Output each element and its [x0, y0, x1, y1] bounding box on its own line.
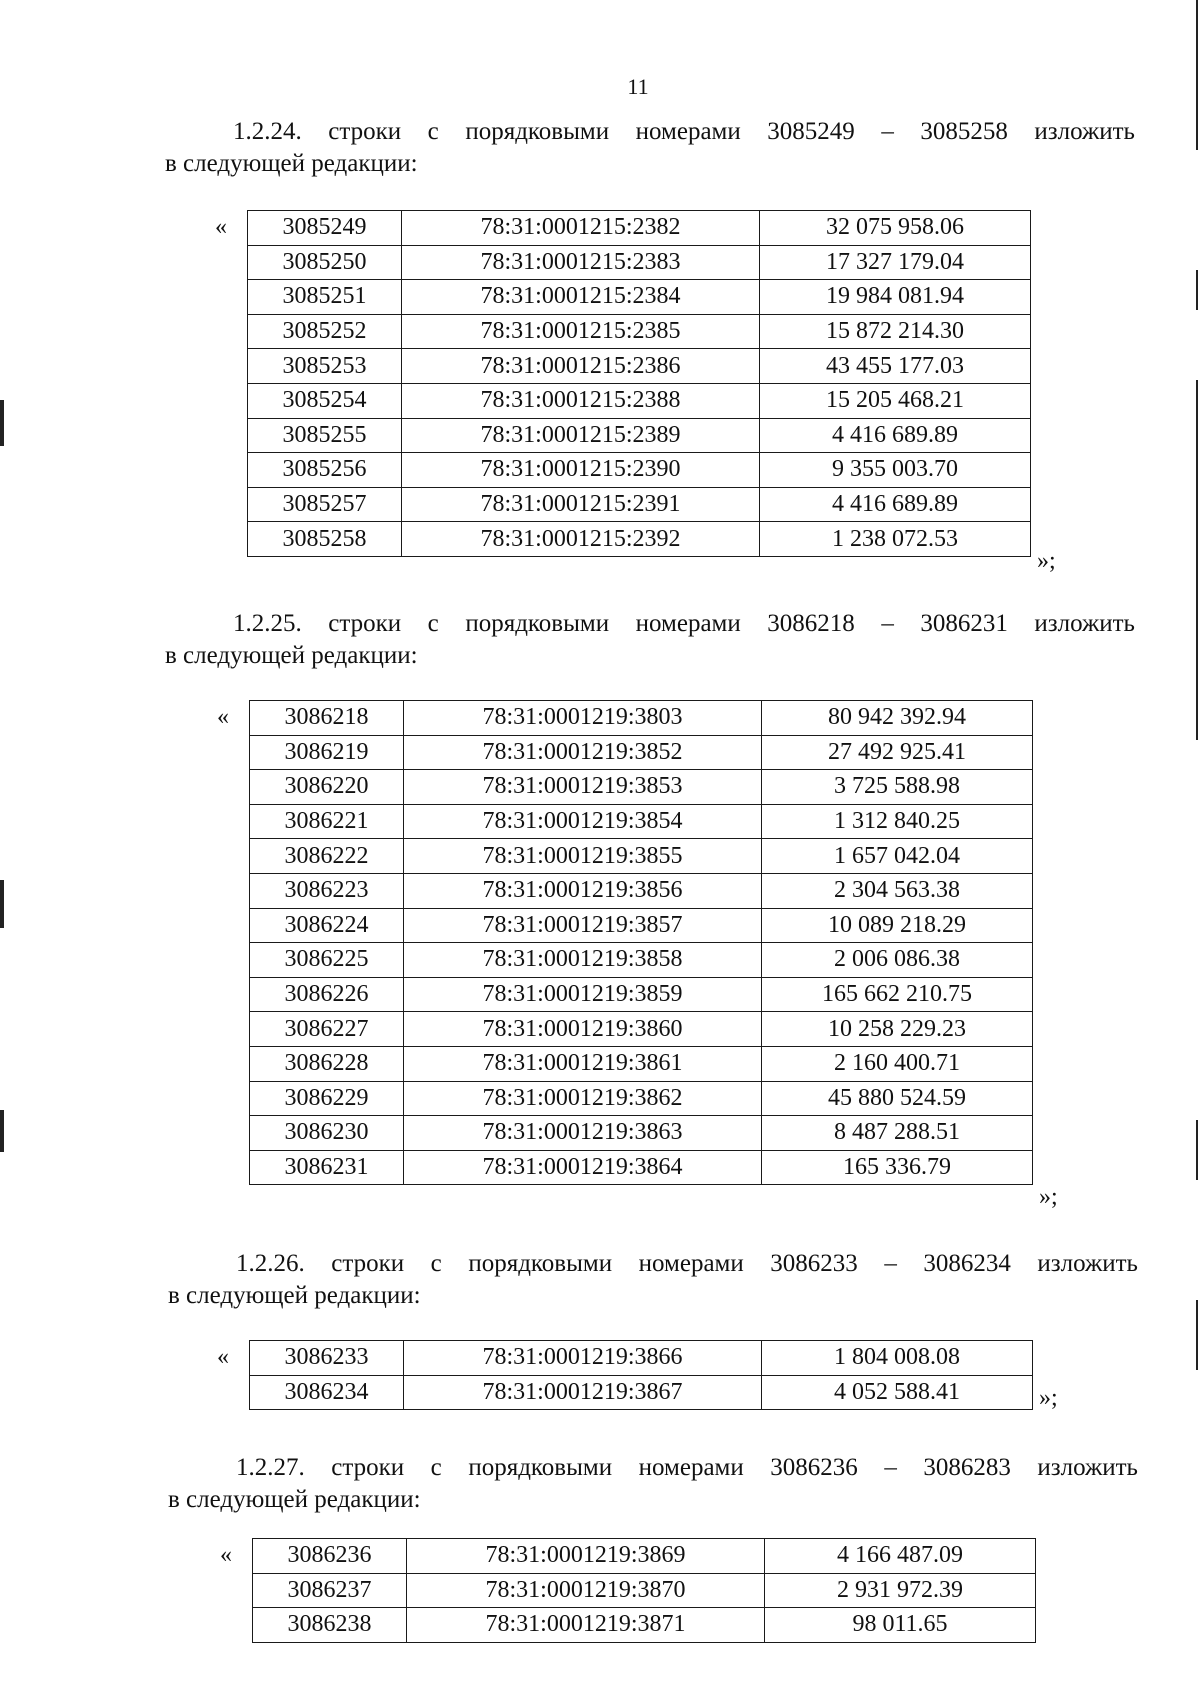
- cadastral-value-cell: 4 416 689.89: [760, 418, 1031, 453]
- row-number-cell: 3086229: [250, 1081, 404, 1116]
- cadastral-value-cell: 8 487 288.51: [762, 1116, 1033, 1151]
- clause-word: с: [427, 118, 439, 145]
- table-row: [248, 349, 1031, 384]
- row-number-cell: 3086227: [250, 1012, 404, 1047]
- scan-edge-mark: [1196, 1300, 1198, 1370]
- clause-word: номерами: [638, 1454, 744, 1481]
- cadastral-value-cell: 15 872 214.30: [760, 314, 1031, 349]
- table-row: [248, 280, 1031, 315]
- clause-line-1: [165, 608, 1135, 640]
- cadastral-value-cell: 43 455 177.03: [760, 349, 1031, 384]
- row-number-cell: 3086231: [250, 1150, 404, 1185]
- clause-word: 3085249: [767, 118, 855, 145]
- row-number-cell: 3086233: [250, 1341, 404, 1376]
- scan-edge-mark: [0, 1110, 4, 1152]
- cadastral-value-cell: 27 492 925.41: [762, 735, 1033, 770]
- clause-word: порядковыми: [465, 610, 610, 637]
- clause-word: 1.2.25.: [233, 610, 302, 637]
- clause-word: 3086218: [767, 610, 855, 637]
- cadastral-number-cell: 78:31:0001215:2392: [402, 522, 760, 557]
- row-number-cell: 3086230: [250, 1116, 404, 1151]
- row-number-cell: 3085257: [248, 487, 402, 522]
- cadastral-number-cell: 78:31:0001219:3860: [404, 1012, 762, 1047]
- table-row: [248, 314, 1031, 349]
- row-number-cell: 3085256: [248, 453, 402, 488]
- clause-word: номерами: [638, 1250, 744, 1277]
- cadastral-number-cell: 78:31:0001219:3866: [404, 1341, 762, 1376]
- table-row: [248, 245, 1031, 280]
- cadastral-value-cell: 2 160 400.71: [762, 1046, 1033, 1081]
- row-number-cell: 3086224: [250, 908, 404, 943]
- clause-word: –: [884, 1454, 897, 1481]
- clause-word: –: [884, 1250, 897, 1277]
- cadastral-value-cell: 4 416 689.89: [760, 487, 1031, 522]
- table-row: [250, 770, 1033, 805]
- page-number: 11: [627, 74, 649, 99]
- clause-word: строки: [331, 1250, 405, 1277]
- table-row: [250, 1375, 1033, 1410]
- clause-text: [168, 1248, 1138, 1312]
- clause-line-1: [168, 1248, 1138, 1280]
- cadastral-value-cell: 2 006 086.38: [762, 943, 1033, 978]
- cadastral-value-cell: 3 725 588.98: [762, 770, 1033, 805]
- cadastral-number-cell: 78:31:0001219:3864: [404, 1150, 762, 1185]
- row-number-cell: 3086236: [253, 1539, 407, 1574]
- close-quote: »;: [1037, 548, 1056, 574]
- table-row: [248, 522, 1031, 557]
- row-number-cell: 3086234: [250, 1375, 404, 1410]
- cadastral-value-cell: 9 355 003.70: [760, 453, 1031, 488]
- clause-word: 3086236: [770, 1454, 858, 1481]
- row-number-cell: 3085251: [248, 280, 402, 315]
- row-number-cell: 3086221: [250, 804, 404, 839]
- row-number-cell: 3085255: [248, 418, 402, 453]
- cadastral-number-cell: 78:31:0001219:3852: [404, 735, 762, 770]
- cadastral-value-cell: 2 931 972.39: [765, 1573, 1036, 1608]
- cadastral-value-cell: 165 336.79: [762, 1150, 1033, 1185]
- table-row: [248, 383, 1031, 418]
- clause-text: [165, 116, 1135, 180]
- cadastral-value-cell: 1 657 042.04: [762, 839, 1033, 874]
- table-row: [253, 1608, 1036, 1643]
- row-number-cell: 3085250: [248, 245, 402, 280]
- scan-edge-mark: [0, 400, 4, 446]
- close-quote: »;: [1039, 1385, 1058, 1412]
- cadastral-number-cell: 78:31:0001215:2386: [402, 349, 760, 384]
- cadastral-number-cell: 78:31:0001215:2385: [402, 314, 760, 349]
- cadastral-number-cell: 78:31:0001219:3861: [404, 1046, 762, 1081]
- scan-edge-mark: [0, 880, 4, 928]
- table-row: [250, 1341, 1033, 1376]
- clause-word: порядковыми: [465, 118, 610, 145]
- cadastral-number-cell: 78:31:0001215:2388: [402, 383, 760, 418]
- cadastral-number-cell: 78:31:0001215:2391: [402, 487, 760, 522]
- cadastral-number-cell: 78:31:0001219:3863: [404, 1116, 762, 1151]
- clause-word: 3085258: [920, 118, 1008, 145]
- table-row: [250, 839, 1033, 874]
- clause-word: порядковыми: [468, 1454, 613, 1481]
- cadastral-number-cell: 78:31:0001219:3870: [407, 1573, 765, 1608]
- clause-word: –: [881, 118, 894, 145]
- cadastral-number-cell: 78:31:0001215:2382: [402, 211, 760, 246]
- cadastral-value-cell: 2 304 563.38: [762, 873, 1033, 908]
- close-quote: »;: [1039, 1184, 1058, 1211]
- clause-word: 1.2.24.: [233, 118, 302, 145]
- row-number-cell: 3085249: [248, 211, 402, 246]
- clause-word: 1.2.26.: [236, 1250, 305, 1277]
- row-number-cell: 3086223: [250, 873, 404, 908]
- cadastral-number-cell: 78:31:0001219:3859: [404, 977, 762, 1012]
- open-quote: «: [215, 214, 227, 240]
- cadastral-value-cell: 17 327 179.04: [760, 245, 1031, 280]
- cadastral-number-cell: 78:31:0001219:3855: [404, 839, 762, 874]
- row-number-cell: 3086238: [253, 1608, 407, 1643]
- table-row: [248, 418, 1031, 453]
- clause-line-1: [165, 116, 1135, 148]
- cadastral-number-cell: 78:31:0001215:2384: [402, 280, 760, 315]
- table-row: [250, 1046, 1033, 1081]
- row-number-cell: 3086219: [250, 735, 404, 770]
- scan-edge-mark: [1196, 270, 1198, 310]
- row-number-cell: 3086218: [250, 701, 404, 736]
- cadastral-number-cell: 78:31:0001215:2389: [402, 418, 760, 453]
- cadastral-value-cell: 1 312 840.25: [762, 804, 1033, 839]
- table-row: [250, 804, 1033, 839]
- clause-word: –: [881, 610, 894, 637]
- clause-text: [168, 1452, 1138, 1516]
- clause-word: с: [427, 610, 439, 637]
- clause-word: изложить: [1037, 1454, 1138, 1481]
- row-number-cell: 3086228: [250, 1046, 404, 1081]
- cadastral-number-cell: 78:31:0001215:2383: [402, 245, 760, 280]
- clause-word: номерами: [635, 118, 741, 145]
- row-number-cell: 3086220: [250, 770, 404, 805]
- scan-edge-mark: [1196, 380, 1198, 740]
- table-row: [250, 1012, 1033, 1047]
- table-row: [250, 1150, 1033, 1185]
- cadastral-value-cell: 80 942 392.94: [762, 701, 1033, 736]
- row-number-cell: 3085253: [248, 349, 402, 384]
- table-row: [253, 1539, 1036, 1574]
- cadastral-value-cell: 10 089 218.29: [762, 908, 1033, 943]
- cadastral-value-cell: 1 238 072.53: [760, 522, 1031, 557]
- cadastral-number-cell: 78:31:0001219:3857: [404, 908, 762, 943]
- scan-edge-mark: [1196, 1120, 1198, 1180]
- cadastral-value-cell: 4 052 588.41: [762, 1375, 1033, 1410]
- registry-table: [252, 1538, 1036, 1643]
- clause-word: изложить: [1034, 610, 1135, 637]
- clause-line-2: в следующей редакции:: [168, 1282, 421, 1309]
- clause-word: порядковыми: [468, 1250, 613, 1277]
- registry-table: [247, 210, 1031, 557]
- clause-word: номерами: [635, 610, 741, 637]
- row-number-cell: 3086222: [250, 839, 404, 874]
- clause-word: 1.2.27.: [236, 1454, 305, 1481]
- cadastral-number-cell: 78:31:0001219:3803: [404, 701, 762, 736]
- cadastral-number-cell: 78:31:0001219:3871: [407, 1608, 765, 1643]
- table-row: [250, 943, 1033, 978]
- clause-line-2: в следующей редакции:: [165, 642, 418, 669]
- cadastral-number-cell: 78:31:0001219:3854: [404, 804, 762, 839]
- table-row: [253, 1573, 1036, 1608]
- clause-word: изложить: [1037, 1250, 1138, 1277]
- clause-word: 3086231: [920, 610, 1008, 637]
- cadastral-value-cell: 19 984 081.94: [760, 280, 1031, 315]
- clause-text: [165, 608, 1135, 672]
- row-number-cell: 3085252: [248, 314, 402, 349]
- clause-word: 3086233: [770, 1250, 858, 1277]
- cadastral-value-cell: 10 258 229.23: [762, 1012, 1033, 1047]
- open-quote: «: [217, 1344, 229, 1370]
- clause-line-2: в следующей редакции:: [168, 1486, 421, 1513]
- table-row: [250, 873, 1033, 908]
- table-row: [250, 977, 1033, 1012]
- cadastral-number-cell: 78:31:0001219:3869: [407, 1539, 765, 1574]
- clause-word: строки: [328, 118, 402, 145]
- cadastral-value-cell: 98 011.65: [765, 1608, 1036, 1643]
- clause-word: 3086283: [923, 1454, 1011, 1481]
- table-row: [250, 1116, 1033, 1151]
- table-row: [250, 735, 1033, 770]
- row-number-cell: 3086237: [253, 1573, 407, 1608]
- cadastral-value-cell: 4 166 487.09: [765, 1539, 1036, 1574]
- row-number-cell: 3086225: [250, 943, 404, 978]
- cadastral-value-cell: 165 662 210.75: [762, 977, 1033, 1012]
- table-row: [248, 487, 1031, 522]
- cadastral-number-cell: 78:31:0001219:3867: [404, 1375, 762, 1410]
- table-row: [248, 211, 1031, 246]
- cadastral-value-cell: 1 804 008.08: [762, 1341, 1033, 1376]
- clause-word: изложить: [1034, 118, 1135, 145]
- table-row: [250, 908, 1033, 943]
- table-row: [248, 453, 1031, 488]
- cadastral-number-cell: 78:31:0001219:3862: [404, 1081, 762, 1116]
- clause-word: с: [430, 1250, 442, 1277]
- clause-word: строки: [331, 1454, 405, 1481]
- clause-word: строки: [328, 610, 402, 637]
- registry-table: [249, 700, 1033, 1185]
- row-number-cell: 3085258: [248, 522, 402, 557]
- clause-line-2: в следующей редакции:: [165, 150, 418, 177]
- open-quote: «: [220, 1542, 232, 1568]
- clause-word: 3086234: [923, 1250, 1011, 1277]
- table-row: [250, 1081, 1033, 1116]
- scan-edge-mark: [1196, 0, 1198, 150]
- clause-word: с: [430, 1454, 442, 1481]
- cadastral-value-cell: 32 075 958.06: [760, 211, 1031, 246]
- clause-line-1: [168, 1452, 1138, 1484]
- cadastral-number-cell: 78:31:0001219:3853: [404, 770, 762, 805]
- row-number-cell: 3086226: [250, 977, 404, 1012]
- table-row: [250, 701, 1033, 736]
- cadastral-number-cell: 78:31:0001215:2390: [402, 453, 760, 488]
- registry-table: [249, 1340, 1033, 1410]
- cadastral-number-cell: 78:31:0001219:3856: [404, 873, 762, 908]
- cadastral-value-cell: 45 880 524.59: [762, 1081, 1033, 1116]
- row-number-cell: 3085254: [248, 383, 402, 418]
- cadastral-number-cell: 78:31:0001219:3858: [404, 943, 762, 978]
- cadastral-value-cell: 15 205 468.21: [760, 383, 1031, 418]
- open-quote: «: [217, 704, 229, 730]
